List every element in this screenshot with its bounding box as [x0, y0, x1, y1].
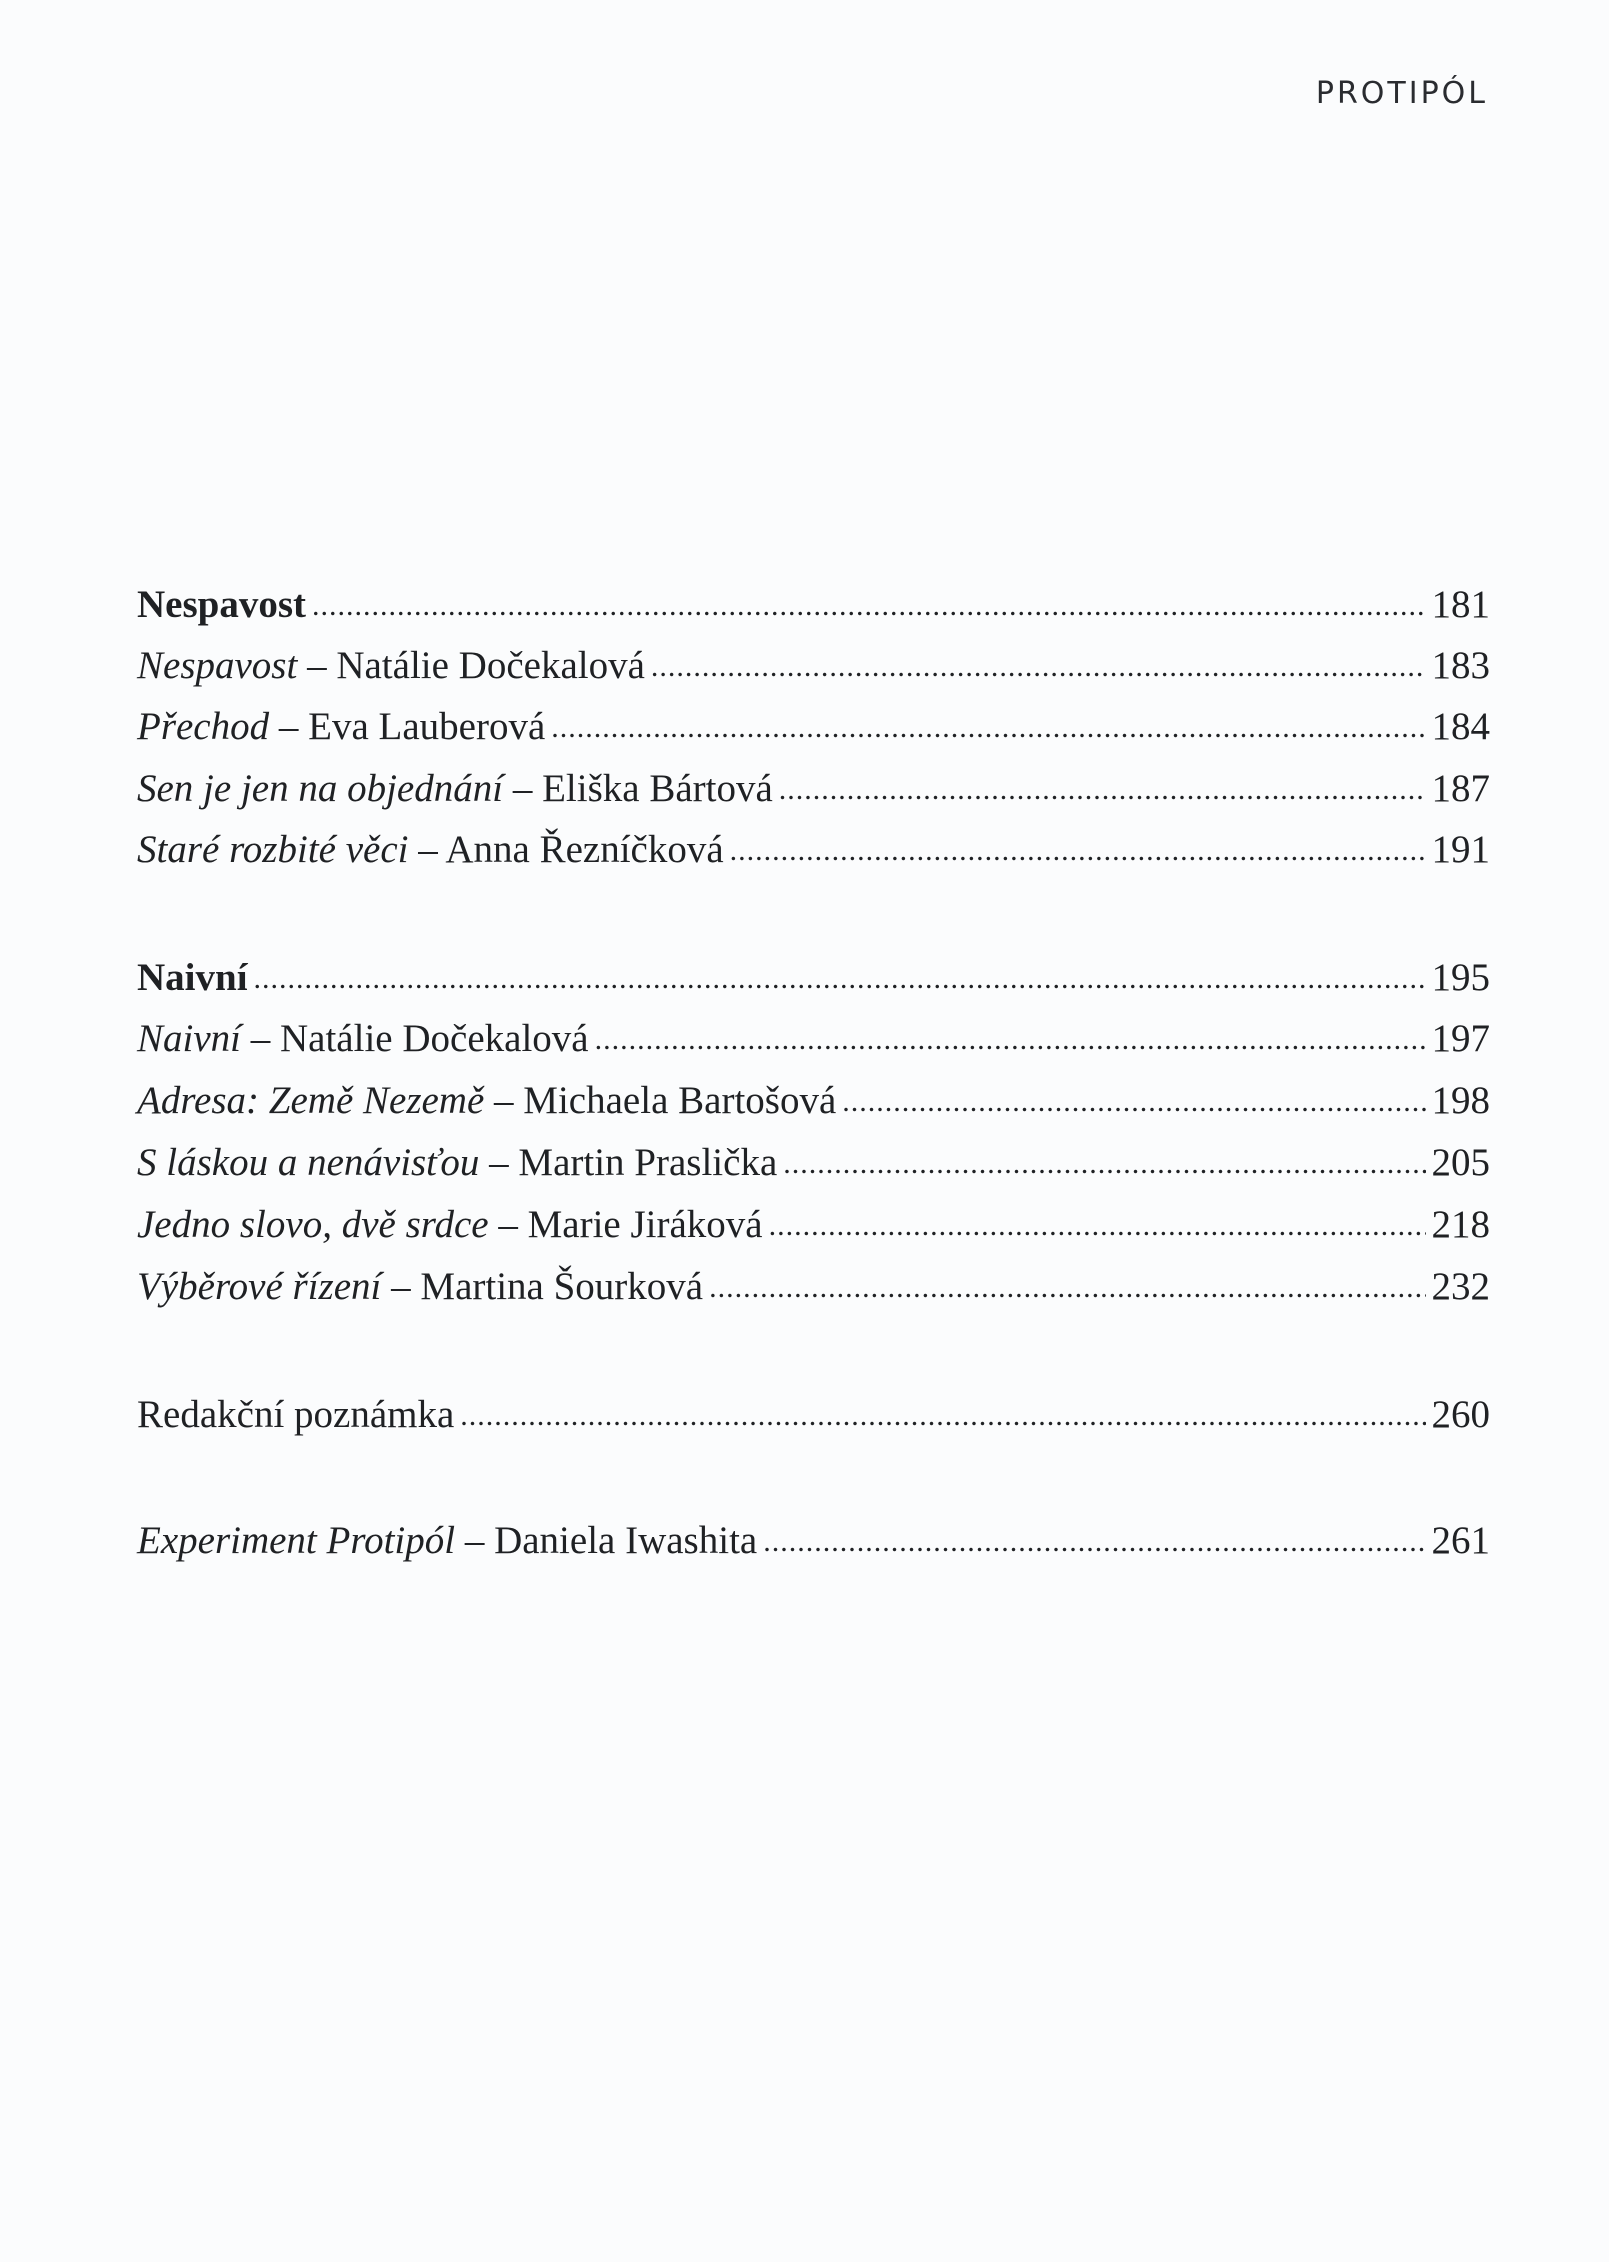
dot-leader	[842, 1074, 1425, 1127]
dot-leader	[769, 1198, 1426, 1251]
toc-entry	[137, 641, 1490, 694]
toc-entry-title: Experiment Protipól	[137, 1519, 456, 1562]
toc-entry	[137, 764, 1490, 817]
dot-leader	[730, 823, 1426, 876]
toc-entry-author: Natálie Dočekalová	[280, 1017, 589, 1060]
toc-entry-text: Jedno slovo, dvě srdce – Marie Jiráková	[137, 1203, 763, 1246]
toc-entry-author: Martina Šourková	[420, 1265, 704, 1308]
toc-section-nespavost	[137, 580, 1490, 633]
toc-entry	[137, 1200, 1490, 1253]
toc-entry	[137, 1138, 1490, 1191]
toc-entry	[137, 1014, 1490, 1067]
toc-entry-title: Staré rozbité věci	[137, 828, 409, 871]
toc-page-number: 183	[1431, 644, 1490, 687]
toc-entry-author: Eliška Bártová	[542, 767, 773, 810]
toc-page-number: 184	[1431, 705, 1490, 748]
toc-page-number: 181	[1431, 583, 1490, 626]
toc-entry-author: Marie Jiráková	[527, 1203, 763, 1246]
toc-entry-author: Anna Řezníčková	[445, 828, 724, 871]
dot-leader	[783, 1136, 1425, 1189]
toc-entry-author: Michaela Bartošová	[523, 1079, 837, 1122]
toc-entry-title: Nespavost	[137, 583, 307, 626]
dot-leader	[709, 1260, 1425, 1313]
dot-leader	[551, 700, 1425, 753]
toc-section-naivni	[137, 953, 1490, 1006]
toc-entry-author: Natálie Dočekalová	[336, 644, 645, 687]
toc-entry	[137, 1516, 1490, 1569]
dot-leader	[254, 951, 1426, 1004]
toc-entry	[137, 702, 1490, 755]
toc-entry-text: Sen je jen na objednání – Eliška Bártová	[137, 767, 773, 810]
toc-page-number: 218	[1431, 1203, 1490, 1246]
toc-page-number: 198	[1431, 1079, 1490, 1122]
dot-leader	[651, 639, 1426, 692]
running-head: PROTIPÓL	[1315, 76, 1488, 111]
toc-entry-title: Přechod	[137, 705, 270, 748]
dot-leader	[763, 1514, 1425, 1567]
toc-entry-title: Naivní	[137, 1017, 241, 1060]
toc-entry-title: Adresa: Země Nezemě	[137, 1079, 485, 1122]
toc-entry-text: S láskou a nenávisťou – Martin Praslička	[137, 1141, 778, 1184]
toc-entry-author: Eva Lauberová	[308, 705, 546, 748]
toc-entry-text: Adresa: Země Nezemě – Michaela Bartošová	[137, 1079, 837, 1122]
toc-entry-text: Nespavost – Natálie Dočekalová	[137, 644, 645, 687]
dot-leader	[779, 762, 1426, 815]
toc-page-number: 261	[1431, 1519, 1490, 1562]
toc-page-number: 205	[1431, 1141, 1490, 1184]
toc-entry-title: Naivní	[137, 956, 248, 999]
toc-page-number: 191	[1431, 828, 1490, 871]
toc-entry-title: Výběrové řízení	[137, 1265, 382, 1308]
toc-entry-title: S láskou a nenávisťou	[137, 1141, 480, 1184]
toc-entry-author: Martin Praslička	[518, 1141, 778, 1184]
toc-page-number: 195	[1431, 956, 1490, 999]
toc-entry-editorial-note	[137, 1390, 1490, 1443]
toc-entry-title: Redakční poznámka	[137, 1393, 455, 1436]
toc-entry-author: Daniela Iwashita	[494, 1519, 758, 1562]
toc-entry-text: Výběrové řízení – Martina Šourková	[137, 1265, 704, 1308]
dot-leader	[460, 1388, 1425, 1441]
toc-entry-title: Nespavost	[137, 644, 298, 687]
toc-entry-text: Staré rozbité věci – Anna Řezníčková	[137, 828, 724, 871]
toc-entry-text: Naivní – Natálie Dočekalová	[137, 1017, 589, 1060]
toc-entry-title: Jedno slovo, dvě srdce	[137, 1203, 489, 1246]
toc-entry	[137, 1076, 1490, 1129]
toc-entry-title: Sen je jen na objednání	[137, 767, 504, 810]
toc-entry	[137, 825, 1490, 878]
toc-page-number: 232	[1431, 1265, 1490, 1308]
toc-entry-text: Přechod – Eva Lauberová	[137, 705, 546, 748]
toc-page-number: 197	[1431, 1017, 1490, 1060]
toc-entry-text: Experiment Protipól – Daniela Iwashita	[137, 1519, 758, 1562]
dot-leader	[312, 578, 1425, 631]
toc-entry	[137, 1262, 1490, 1315]
toc-page-number: 260	[1431, 1393, 1490, 1436]
dot-leader	[595, 1012, 1426, 1065]
toc-page-number: 187	[1431, 767, 1490, 810]
